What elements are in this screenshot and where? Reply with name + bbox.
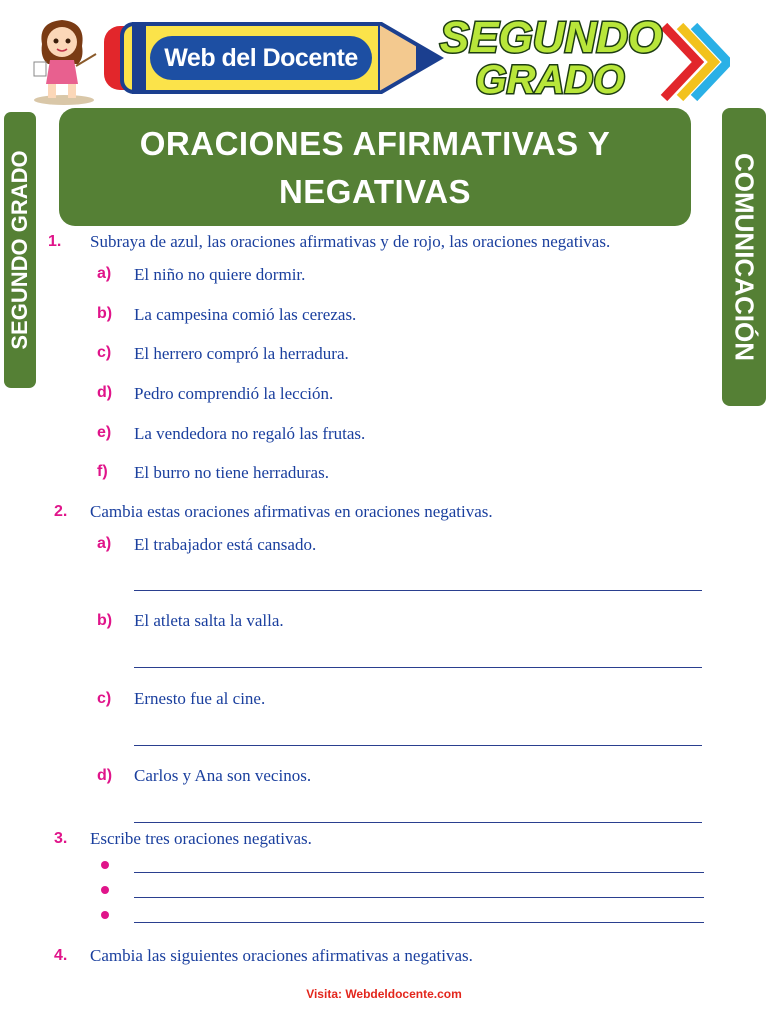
exercise-1-item-label: d) — [97, 384, 113, 401]
footer-website-link[interactable]: Visita: Webdeldocente.com — [306, 987, 462, 1001]
answer-line[interactable] — [134, 745, 702, 746]
exercise-2-instruction: Cambia estas oraciones afirmativas en oraciones negativas. — [90, 502, 493, 521]
side-tab-left-label: SEGUNDO GRADO — [7, 150, 32, 350]
exercise-2-item-label: b) — [97, 612, 113, 629]
grade-title-line2: GRADO — [475, 58, 625, 102]
bullet-point — [101, 911, 109, 919]
grade-title-line1: SEGUNDO — [439, 13, 663, 62]
teacher-mascot-illustration — [28, 14, 100, 106]
title-banner — [59, 108, 691, 226]
answer-line[interactable] — [134, 897, 704, 898]
exercise-1-instruction: Subraya de azul, las oraciones afirmativas y de rojo, las oraciones negativas. — [90, 232, 611, 251]
answer-line[interactable] — [134, 822, 702, 823]
answer-line[interactable] — [134, 922, 704, 923]
exercise-2-item-text: Carlos y Ana son vecinos. — [134, 766, 312, 785]
exercise-2-item-label: d) — [97, 767, 113, 784]
exercise-3-instruction: Escribe tres oraciones negativas. — [90, 829, 312, 848]
brand-logo-text: Web del Docente — [150, 36, 372, 80]
exercise-1-item-label: a) — [97, 265, 112, 282]
answer-line[interactable] — [134, 872, 704, 873]
side-tab-right-label: COMUNICACIÓN — [729, 153, 760, 361]
pencil-band-graphic — [132, 22, 146, 94]
exercise-1-item-label: f) — [97, 463, 108, 480]
exercise-1-item-text: La campesina comió las cerezas. — [134, 305, 357, 324]
side-tab-right — [722, 108, 766, 406]
exercise-1-item-text: El burro no tiene herraduras. — [134, 463, 329, 482]
exercise-1-item-text: Pedro comprendió la lección. — [134, 384, 334, 403]
answer-line[interactable] — [134, 667, 702, 668]
exercise-1-item-label: e) — [97, 424, 112, 441]
exercise-4-instruction: Cambia las siguientes oraciones afirmativas a negativas. — [90, 946, 473, 965]
exercise-2-item-text: El trabajador está cansado. — [134, 535, 317, 554]
exercise-2-item-text: Ernesto fue al cine. — [134, 689, 266, 708]
bullet-point — [101, 886, 109, 894]
title-line1: ORACIONES AFIRMATIVAS Y — [139, 125, 611, 162]
exercise-1-item-label: b) — [97, 305, 113, 322]
side-tab-left — [4, 112, 36, 388]
bullet-point — [101, 861, 109, 869]
exercise-1-item-text: El niño no quiere dormir. — [134, 265, 306, 284]
exercise-2-item-label: a) — [97, 535, 112, 552]
exercise-1-number: 1. — [48, 233, 62, 250]
exercise-1-item-text: La vendedora no regaló las frutas. — [134, 424, 366, 443]
title-line2: NEGATIVAS — [278, 173, 472, 210]
exercise-3-number: 3. — [54, 830, 68, 847]
exercise-4-number: 4. — [54, 947, 68, 964]
exercise-1-item-label: c) — [97, 344, 112, 361]
exercise-2-item-label: c) — [97, 690, 112, 707]
exercise-2-item-text: El atleta salta la valla. — [134, 611, 284, 630]
exercise-1-item-text: El herrero compró la herradura. — [134, 344, 349, 363]
answer-line[interactable] — [134, 590, 702, 591]
exercise-2-number: 2. — [54, 503, 68, 520]
